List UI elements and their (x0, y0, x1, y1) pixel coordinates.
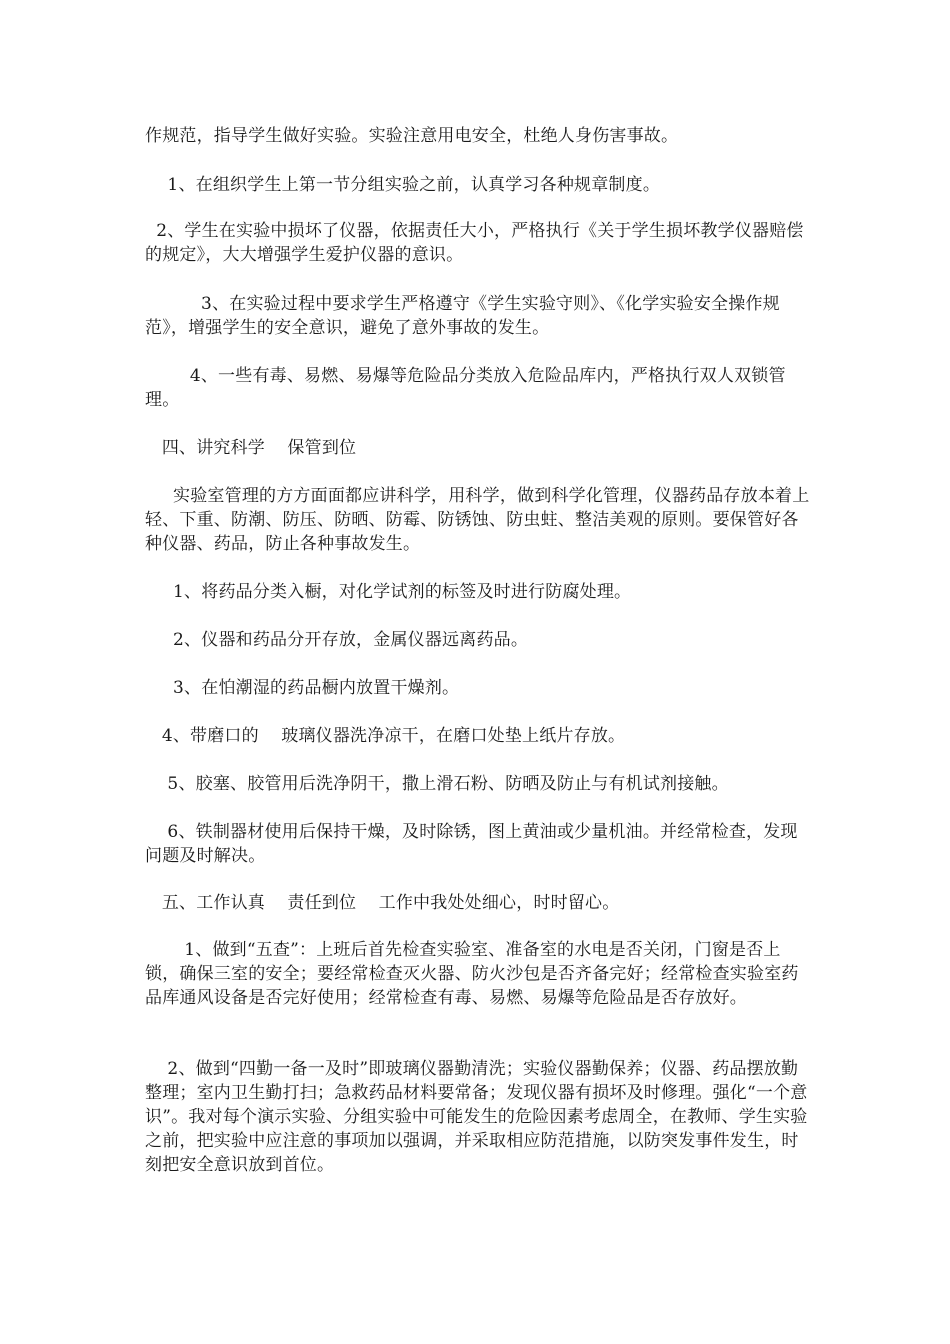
paragraph-item: 2、学生在实验中损坏了仪器，依据责任大小，严格执行《关于学生损坏教学仪器赔偿的规定》，大大增强学生爱护仪器的意识。 (145, 221, 804, 265)
paragraph-item: 3、在实验过程中要求学生严格遵守《学生实验守则》、《化学实验安全操作规范》，增强学生的安全意识，避免了意外事故的发生。 (145, 294, 780, 338)
paragraph-item: 5、胶塞、胶管用后洗净阴干，撒上滑石粉、防晒及防止与有机试剂接触。 (145, 774, 729, 794)
paragraph-item: 4、带磨口的 玻璃仪器洗净凉干，在磨口处垫上纸片存放。 (145, 726, 626, 746)
paragraph-item: 4、一些有毒、易燃、易爆等危险品分类放入危险品库内，严格执行双人双锁管理。 (145, 366, 786, 410)
paragraph-item: 1、在组织学生上第一节分组实验之前，认真学习各种规章制度。 (145, 175, 661, 195)
section-heading: 四、讲究科学 保管到位 (145, 438, 357, 458)
paragraph-item: 3、在怕潮湿的药品橱内放置干燥剂。 (145, 678, 460, 698)
paragraph-item: 2、仪器和药品分开存放，金属仪器远离药品。 (145, 630, 529, 650)
section-heading: 五、工作认真 责任到位 工作中我处处细心，时时留心。 (145, 893, 620, 913)
paragraph-item: 1、将药品分类入橱，对化学试剂的标签及时进行防腐处理。 (145, 582, 632, 602)
paragraph-intro: 作规范，指导学生做好实验。实验注意用电安全，杜绝人身伤害事故。 (145, 126, 679, 146)
paragraph-body: 实验室管理的方方面面都应讲科学，用科学，做到科学化管理，仪器药品存放本着上轻、下重、防潮、防压、防晒、防霉、防锈蚀、防虫蛀、整洁美观的原则。要保管好各种仪器、药品，防止各种事故发生。 (145, 486, 810, 554)
paragraph-item: 2、做到“四勤一备一及时”即玻璃仪器勤清洗；实验仪器勤保养；仪器、药品摆放勤整理；室内卫生勤打扫；急救药品材料要常备；发现仪器有损坏及时修理。强化“一个意识”。我对每个演示实验、分组实验中可能发生的危险因素考虑周全，在教师、学生实验之前，把实验中应注意的事项加以强调，并采取相应防范措施，以防突发事件发生，时刻把安全意识放到首位。 (145, 1059, 808, 1175)
paragraph-item: 6、铁制器材使用后保持干燥，及时除锈，图上黄油或少量机油。并经常检查，发现问题及时解决。 (145, 822, 798, 866)
paragraph-item: 1、做到“五查”：上班后首先检查实验室、准备室的水电是否关闭，门窗是否上锁，确保三室的安全；要经常检查灭火器、防火沙包是否齐备完好；经常检查实验室药品库通风设备是否完好使用；经常检查有毒、易燃、易爆等危险品是否存放好。 (145, 940, 799, 1008)
